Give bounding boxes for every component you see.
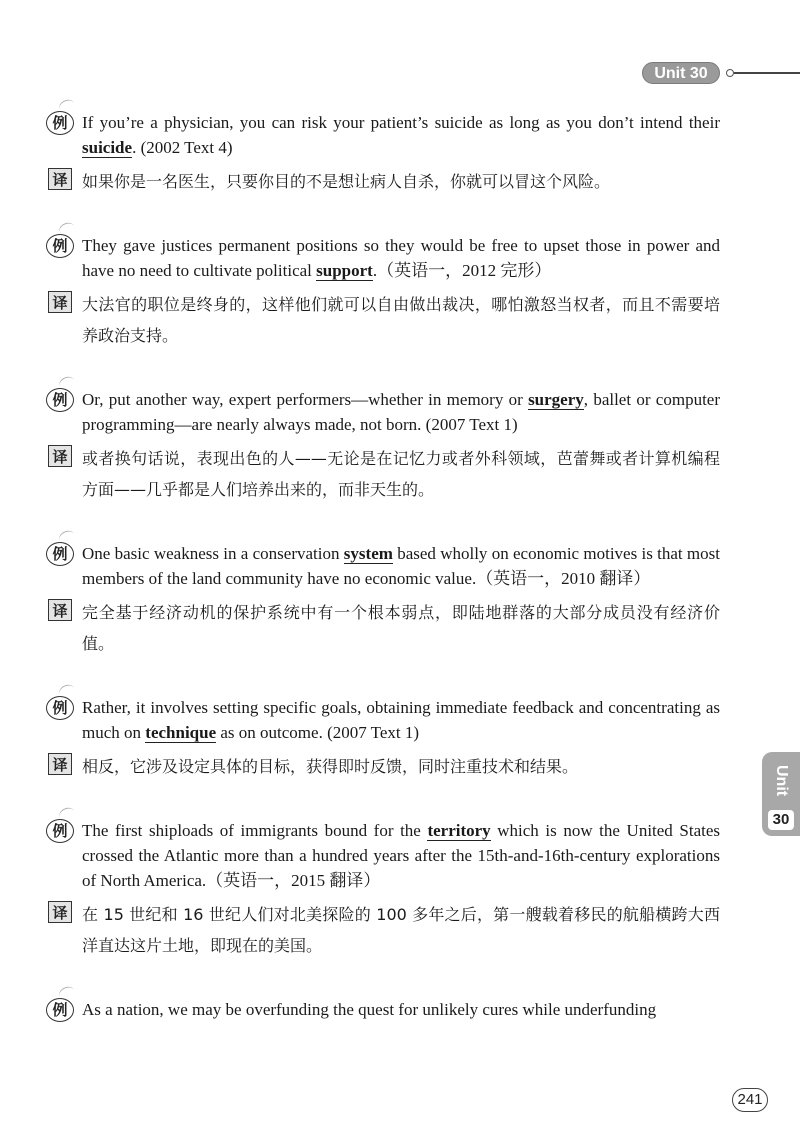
example-marker-icon: 例 [46, 388, 74, 412]
example-entry-1 [46, 110, 720, 197]
page-number: 241 [732, 1088, 768, 1112]
translation-text: 如果你是一名医生，只要你目的不是想让病人自杀，你就可以冒这个风险。 [82, 172, 611, 191]
example-entry-3 [46, 387, 720, 505]
example-sentence: Or, put another way, expert performers—whether in memory or surgery, ballet or computer programming—are nearly always made, not born. (2007 Text 1) [82, 390, 720, 434]
keyword: surgery [528, 390, 584, 409]
example-entry-5 [46, 695, 720, 782]
translation-text: 相反，它涉及设定具体的目标，获得即时反馈，同时注重技术和结果。 [82, 757, 579, 776]
example-entry-4 [46, 541, 720, 659]
translation-text: 大法官的职位是终身的，这样他们就可以自由做出裁决，哪怕激怒当权者，而且不需要培养政治支持。 [82, 295, 720, 345]
keyword: suicide [82, 138, 133, 157]
translation-marker-icon: 译 [48, 753, 72, 775]
side-tab-label: Unit [773, 765, 790, 797]
translation-text: 完全基于经济动机的保护系统中有一个根本弱点，即陆地群落的大部分成员没有经济价值。 [82, 603, 720, 653]
example-marker-icon: 例 [46, 111, 74, 135]
keyword: support [316, 261, 373, 280]
keyword: territory [427, 821, 491, 840]
unit-badge: Unit 30 [642, 62, 720, 84]
translation-marker-icon: 译 [48, 901, 72, 923]
example-sentence: One basic weakness in a conservation system based wholly on economic motives is that most members of the land community have no economic value.（英语一，2010 翻译） [82, 544, 720, 588]
example-sentence: As a nation, we may be overfunding the quest for unlikely cures while underfunding [82, 1000, 657, 1019]
translation-marker-icon: 译 [48, 445, 72, 467]
example-entry-6 [46, 818, 720, 961]
translation-marker-icon: 译 [48, 291, 72, 313]
example-sentence: If you’re a physician, you can risk your patient’s suicide as long as you don’t intend their suicide. (2002 Text 4) [82, 113, 720, 157]
example-sentence: The first shiploads of immigrants bound for the territory which is now the United States crossed the Atlantic more than a hundred years after the 15th-and-16th-century explorations of North America.（英语一，2015 翻译） [82, 821, 720, 890]
example-entry-2 [46, 233, 720, 351]
example-entry-7 [46, 997, 720, 1022]
example-sentence: They gave justices permanent positions so they would be free to upset those in power and have no need to cultivate political support.（英语一，2012 完形） [82, 236, 720, 280]
translation-text: 或者换句话说，表现出色的人——无论是在记忆力或者外科领域，芭蕾舞或者计算机编程方面——几乎都是人们培养出来的，而非天生的。 [82, 449, 720, 499]
example-sentence: Rather, it involves setting specific goals, obtaining immediate feedback and concentrating as much on technique as on outcome. (2007 Text 1) [82, 698, 720, 742]
translation-text: 在 15 世纪和 16 世纪人们对北美探险的 100 多年之后，第一艘载着移民的航船横跨大西洋直达这片土地，即现在的美国。 [82, 905, 720, 955]
side-unit-tab [762, 752, 800, 836]
example-marker-icon: 例 [46, 696, 74, 720]
example-marker-icon: 例 [46, 998, 74, 1022]
translation-marker-icon: 译 [48, 168, 72, 190]
header-rule [734, 72, 800, 74]
translation-marker-icon: 译 [48, 599, 72, 621]
example-list [46, 110, 720, 1058]
example-marker-icon: 例 [46, 819, 74, 843]
header-dot-icon [726, 69, 734, 77]
example-marker-icon: 例 [46, 542, 74, 566]
side-tab-number: 30 [768, 810, 794, 830]
example-marker-icon: 例 [46, 234, 74, 258]
keyword: system [343, 544, 393, 563]
keyword: technique [145, 723, 217, 742]
